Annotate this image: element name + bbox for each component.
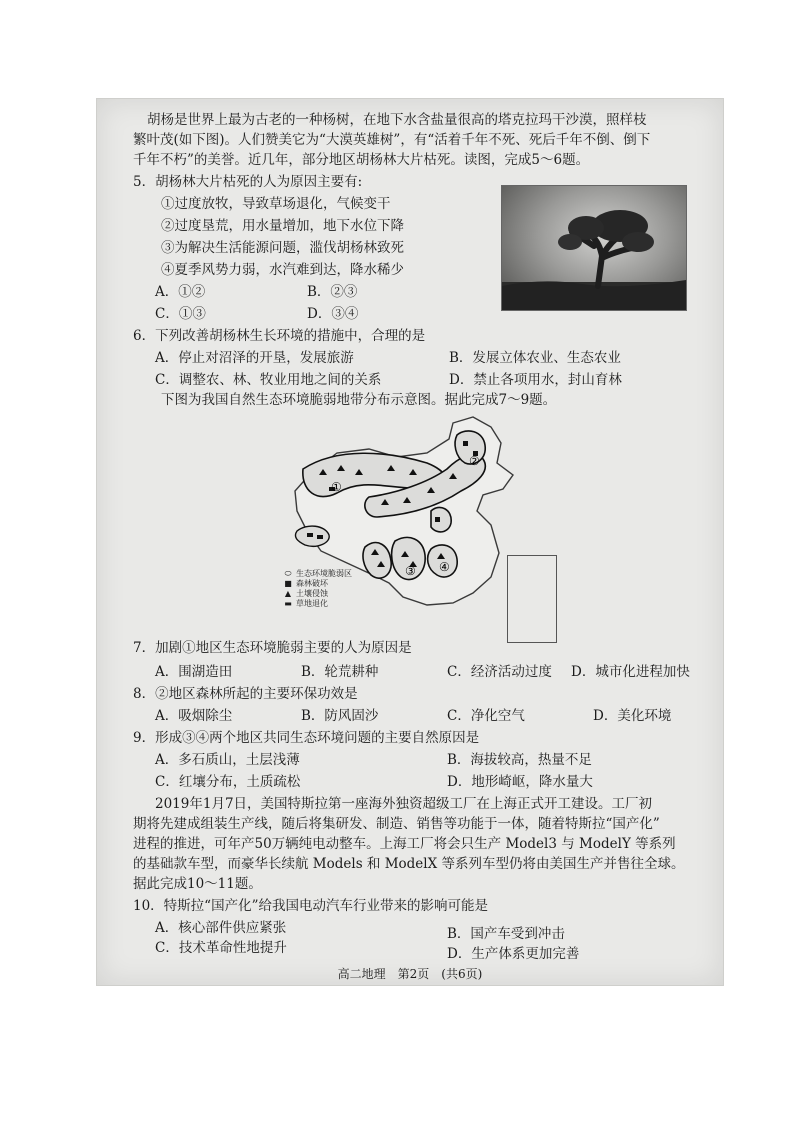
q8-stem: 8．②地区森林所起的主要环保功效是 <box>133 686 358 702</box>
q9-option-d: D．地形崎岖，降水量大 <box>447 774 593 790</box>
page-footer: 高二地理 第2页 (共6页) <box>337 967 483 981</box>
map-label-3: ③ <box>405 564 416 578</box>
q9-option-c: C．红壤分布，土质疏松 <box>155 774 301 790</box>
exam-page <box>96 98 724 986</box>
south-china-sea-inset <box>507 555 557 643</box>
q5-option-b: B．②③ <box>307 284 358 300</box>
map-label-4: ④ <box>439 560 450 574</box>
q5-item-1: ①过度放牧，导致草场退化，气候变干 <box>161 196 391 212</box>
q5-stem: 5．胡杨林大片枯死的人为原因主要有: <box>133 174 363 190</box>
forest-damage-legend-icon: ■ <box>284 579 292 588</box>
map-label-1: ① <box>331 480 342 494</box>
q7-stem: 7．加剧①地区生态环境脆弱主要的人为原因是 <box>133 640 412 656</box>
q8-option-a: A．吸烟除尘 <box>155 708 233 724</box>
q10-option-a: A．核心部件供应紧张 <box>155 920 287 936</box>
q8-option-c: C．净化空气 <box>447 708 525 724</box>
map-legend: ⬭ 生态环境脆弱区 ■ 森林破坏 ▲ 土壤侵蚀 ▬ 草地退化 <box>284 569 352 608</box>
map-label-2: ② <box>469 454 480 468</box>
q6-stem: 6．下列改善胡杨林生长环境的措施中，合理的是 <box>133 328 426 344</box>
tesla-line-3: 进程的推进，可年产50万辆纯电动整车。上海工厂将会只生产 Model3 与 ModelY 等系列 <box>133 836 676 852</box>
q8-option-b: B．防风固沙 <box>301 708 379 724</box>
intro-line-2: 繁叶茂(如下图)。人们赞美它为“大漠英雄树”，有“活着千年不死、死后千年不倒、倒下 <box>133 132 651 148</box>
q5-item-2: ②过度垦荒，用水量增加，地下水位下降 <box>161 218 404 234</box>
q10-option-d: D．生产体系更加完善 <box>447 946 580 962</box>
q5-item-3: ③为解决生活能源问题，滥伐胡杨林致死 <box>161 240 404 256</box>
q10-option-c: C．技术革命性地提升 <box>155 940 287 956</box>
q6-option-d: D．禁止各项用水，封山育林 <box>449 372 622 388</box>
q5-option-c: C．①③ <box>155 306 206 322</box>
tesla-line-2: 期将先建成组装生产线，随后将集研发、制造、销售等功能于一体，随着特斯拉“国产化” <box>133 816 660 832</box>
q5-item-4: ④夏季风势力弱，水汽难到达，降水稀少 <box>161 262 404 278</box>
q8-option-d: D．美化环境 <box>593 708 672 724</box>
q6-option-b: B．发展立体农业、生态农业 <box>449 350 621 366</box>
soil-erosion-legend-icon: ▲ <box>284 589 292 598</box>
q5-option-d: D．③④ <box>307 306 359 322</box>
q10-option-b: B．国产车受到冲击 <box>447 926 565 942</box>
q9-option-a: A．多石质山，土层浅薄 <box>155 752 300 768</box>
q6-option-a: A．停止对沼泽的开垦，发展旅游 <box>155 350 354 366</box>
tesla-line-5: 据此完成10～11题。 <box>133 876 262 892</box>
q6-option-c: C．调整农、林、牧业用地之间的关系 <box>155 372 382 388</box>
tesla-line-4: 的基础款车型，而豪华长续航 Models 和 ModelX 等系列车型仍将由美国生产并售往全球。 <box>133 856 685 872</box>
grassland-degradation-legend-icon: ▬ <box>284 599 292 608</box>
poplar-tree-photo <box>501 185 687 311</box>
intro-line-1: 胡杨是世界上最为古老的一种杨树，在地下水含盐量很高的塔克拉玛干沙漠，照样枝 <box>147 112 647 128</box>
map-intro: 下图为我国自然生态环境脆弱地带分布示意图。据此完成7～9题。 <box>161 392 557 408</box>
tesla-line-1: 2019年1月7日，美国特斯拉第一座海外独资超级工厂在上海正式开工建设。工厂初 <box>155 796 653 812</box>
q7-option-c: C．经济活动过度 <box>447 664 552 680</box>
q7-option-d: D．城市化进程加快 <box>571 664 690 680</box>
poplar-tree-illustration <box>502 186 686 310</box>
intro-line-3: 千年不朽”的美誉。近几年，部分地区胡杨林大片枯死。读图，完成5～6题。 <box>133 152 590 168</box>
q5-option-a: A．①② <box>155 284 206 300</box>
q10-stem: 10．特斯拉“国产化”给我国电动汽车行业带来的影响可能是 <box>133 898 488 914</box>
fragile-zone-legend-icon: ⬭ <box>284 569 292 578</box>
q7-option-a: A．围湖造田 <box>155 664 233 680</box>
q9-option-b: B．海拔较高，热量不足 <box>447 752 592 768</box>
q9-stem: 9．形成③④两个地区共同生态环境问题的主要自然原因是 <box>133 730 480 746</box>
q7-option-b: B．轮荒耕种 <box>301 664 379 680</box>
